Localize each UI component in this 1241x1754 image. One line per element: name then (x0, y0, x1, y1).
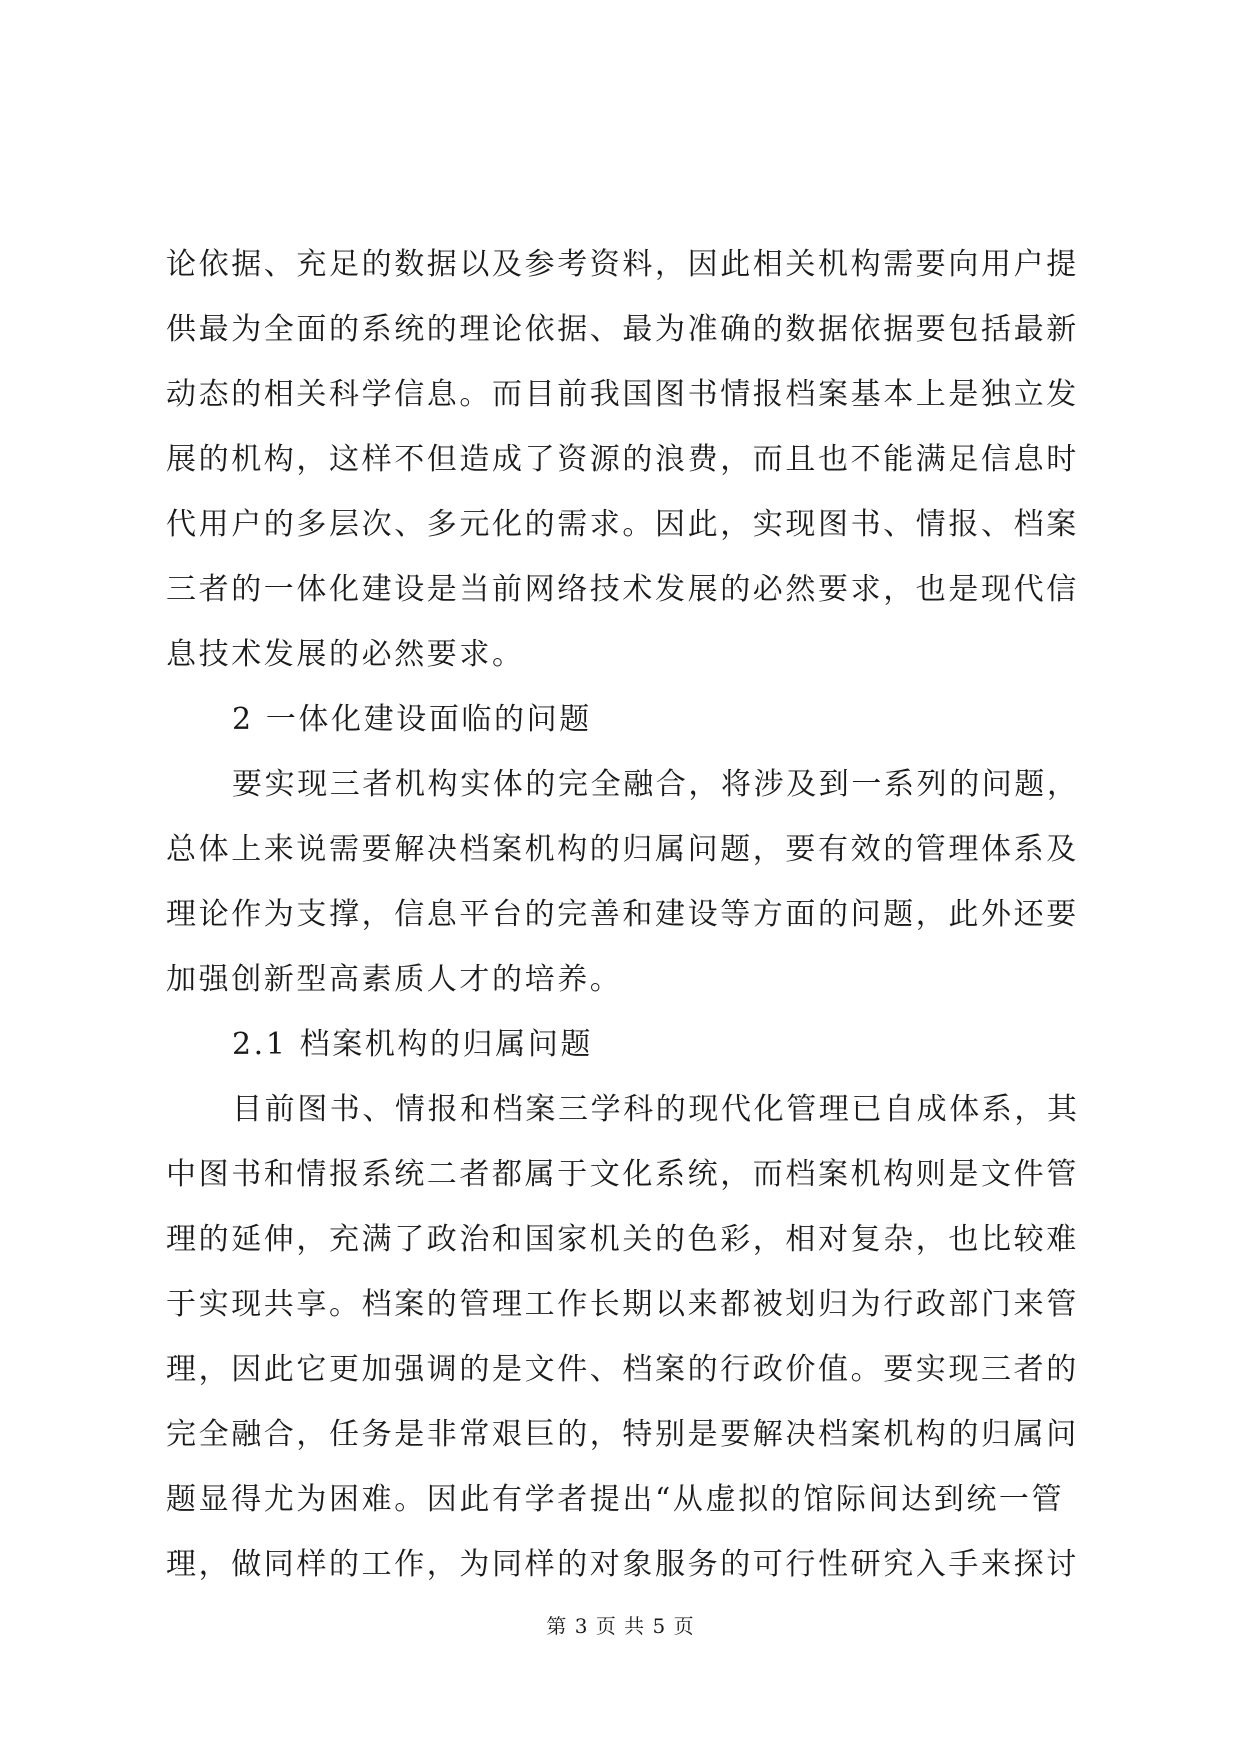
page-number-label: 第 3 页 共 5 页 (546, 1614, 695, 1638)
paragraph-line: 要实现三者机构实体的完全融合，将涉及到一系列的问题， (232, 767, 1080, 802)
paragraph-line: 理论作为支撑，信息平台的完善和建设等方面的问题，此外还要 (166, 897, 1079, 932)
paragraph-line: 论依据、充足的数据以及参考资料，因此相关机构需要向用户提 (166, 247, 1079, 282)
paragraph-line: 动态的相关科学信息。而目前我国图书情报档案基本上是独立发 (166, 377, 1079, 412)
paragraph-line: 三者的一体化建设是当前网络技术发展的必然要求，也是现代信 (166, 572, 1079, 607)
paragraph-line: 加强创新型高素质人才的培养。 (166, 962, 623, 997)
paragraph-line: 理，因此它更加强调的是文件、档案的行政价值。要实现三者的 (166, 1352, 1079, 1387)
paragraph-line: 供最为全面的系统的理论依据、最为准确的数据依据要包括最新 (166, 312, 1079, 347)
section-heading: 2 一体化建设面临的问题 (232, 702, 592, 737)
paragraph-line: 理，做同样的工作，为同样的对象服务的可行性研究入手来探讨 (166, 1547, 1079, 1582)
paragraph-line: 理的延伸，充满了政治和国家机关的色彩，相对复杂，也比较难 (166, 1222, 1079, 1257)
document-body (166, 232, 1086, 1597)
paragraph-line: 总体上来说需要解决档案机构的归属问题，要有效的管理体系及 (166, 832, 1079, 867)
paragraph-line: 代用户的多层次、多元化的需求。因此，实现图书、情报、档案 (166, 507, 1079, 542)
paragraph-line: 中图书和情报系统二者都属于文化系统，而档案机构则是文件管 (166, 1157, 1079, 1192)
paragraph-line: 息技术发展的必然要求。 (166, 637, 525, 672)
subsection-heading: 2.1 档案机构的归属问题 (232, 1027, 594, 1062)
paragraph-line: 目前图书、情报和档案三学科的现代化管理已自成体系，其 (232, 1092, 1080, 1127)
paragraph-line: 题显得尤为困难。因此有学者提出“从虚拟的馆际间达到统一管 (166, 1482, 1065, 1517)
page-footer (0, 1610, 1241, 1639)
paragraph-line: 于实现共享。档案的管理工作长期以来都被划归为行政部门来管 (166, 1287, 1079, 1322)
paragraph-line: 完全融合，任务是非常艰巨的，特别是要解决档案机构的归属问 (166, 1417, 1079, 1452)
paragraph-line: 展的机构，这样不但造成了资源的浪费，而且也不能满足信息时 (166, 442, 1079, 477)
